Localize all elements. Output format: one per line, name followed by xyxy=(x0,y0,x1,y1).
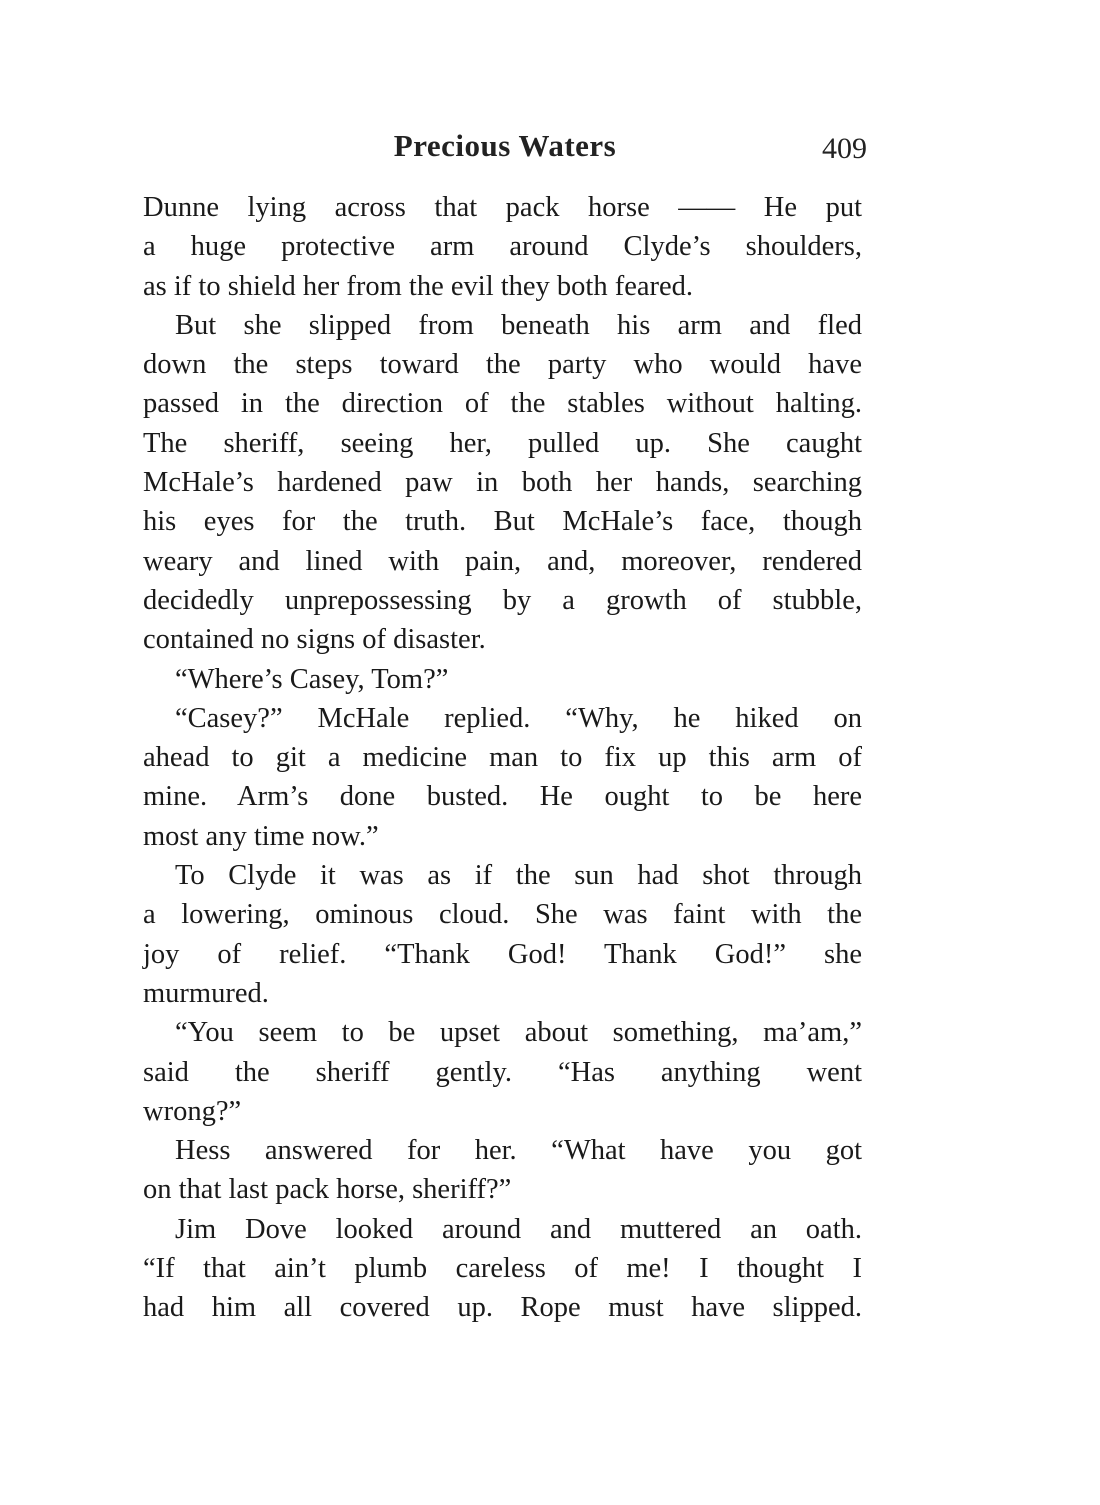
text-line: a huge protective arm around Clyde’s shoulders, xyxy=(143,231,862,263)
text-line: down the steps toward the party who would have xyxy=(143,349,862,381)
text-line: ahead to git a medicine man to fix up this arm of xyxy=(143,742,862,774)
text-line: most any time now.” xyxy=(143,820,379,852)
text-line: Dunne lying across that pack horse —— He put xyxy=(143,192,862,223)
text-line: a lowering, ominous cloud. She was faint with the xyxy=(143,899,862,931)
text-line: “Where’s Casey, Tom?” xyxy=(175,663,449,695)
text-line: “Casey?” McHale replied. “Why, he hiked on xyxy=(175,702,862,734)
text-line: “You seem to be upset about something, ma’am,” xyxy=(175,1017,862,1049)
text-line: Hess answered for her. “What have you got xyxy=(175,1135,862,1167)
text-line: contained no signs of disaster. xyxy=(143,624,486,656)
text-line: To Clyde it was as if the sun had shot through xyxy=(175,860,862,892)
text-line: But she slipped from beneath his arm and fled xyxy=(175,309,862,341)
text-line: McHale’s hardened paw in both her hands, searching xyxy=(143,467,862,499)
text-line: decidedly unprepossessing by a growth of stubble, xyxy=(143,584,862,616)
text-line: wrong?” xyxy=(143,1095,242,1127)
text-line: as if to shield her from the evil they both feared. xyxy=(143,270,694,302)
text-line: murmured. xyxy=(143,977,269,1009)
text-line: passed in the direction of the stables without halting. xyxy=(143,388,862,420)
text-line: had him all covered up. Rope must have slipped. xyxy=(143,1292,862,1324)
text-line: weary and lined with pain, and, moreover, rendered xyxy=(143,545,862,577)
page-number: 409 xyxy=(822,132,867,165)
text-line: joy of relief. “Thank God! Thank God!” she xyxy=(143,938,862,970)
text-line: his eyes for the truth. But McHale’s face, though xyxy=(143,506,862,538)
text-line: on that last pack horse, sheriff?” xyxy=(143,1174,512,1206)
text-line: The sheriff, seeing her, pulled up. She caught xyxy=(143,427,862,459)
text-line: mine. Arm’s done busted. He ought to be here xyxy=(143,781,862,813)
text-line: Jim Dove looked around and muttered an oath. xyxy=(175,1213,862,1245)
running-header-title: Precious Waters xyxy=(393,128,617,163)
body-text xyxy=(143,188,862,1328)
text-line: “If that ain’t plumb careless of me! I thought I xyxy=(143,1253,862,1285)
text-line: said the sheriff gently. “Has anything went xyxy=(143,1056,862,1088)
